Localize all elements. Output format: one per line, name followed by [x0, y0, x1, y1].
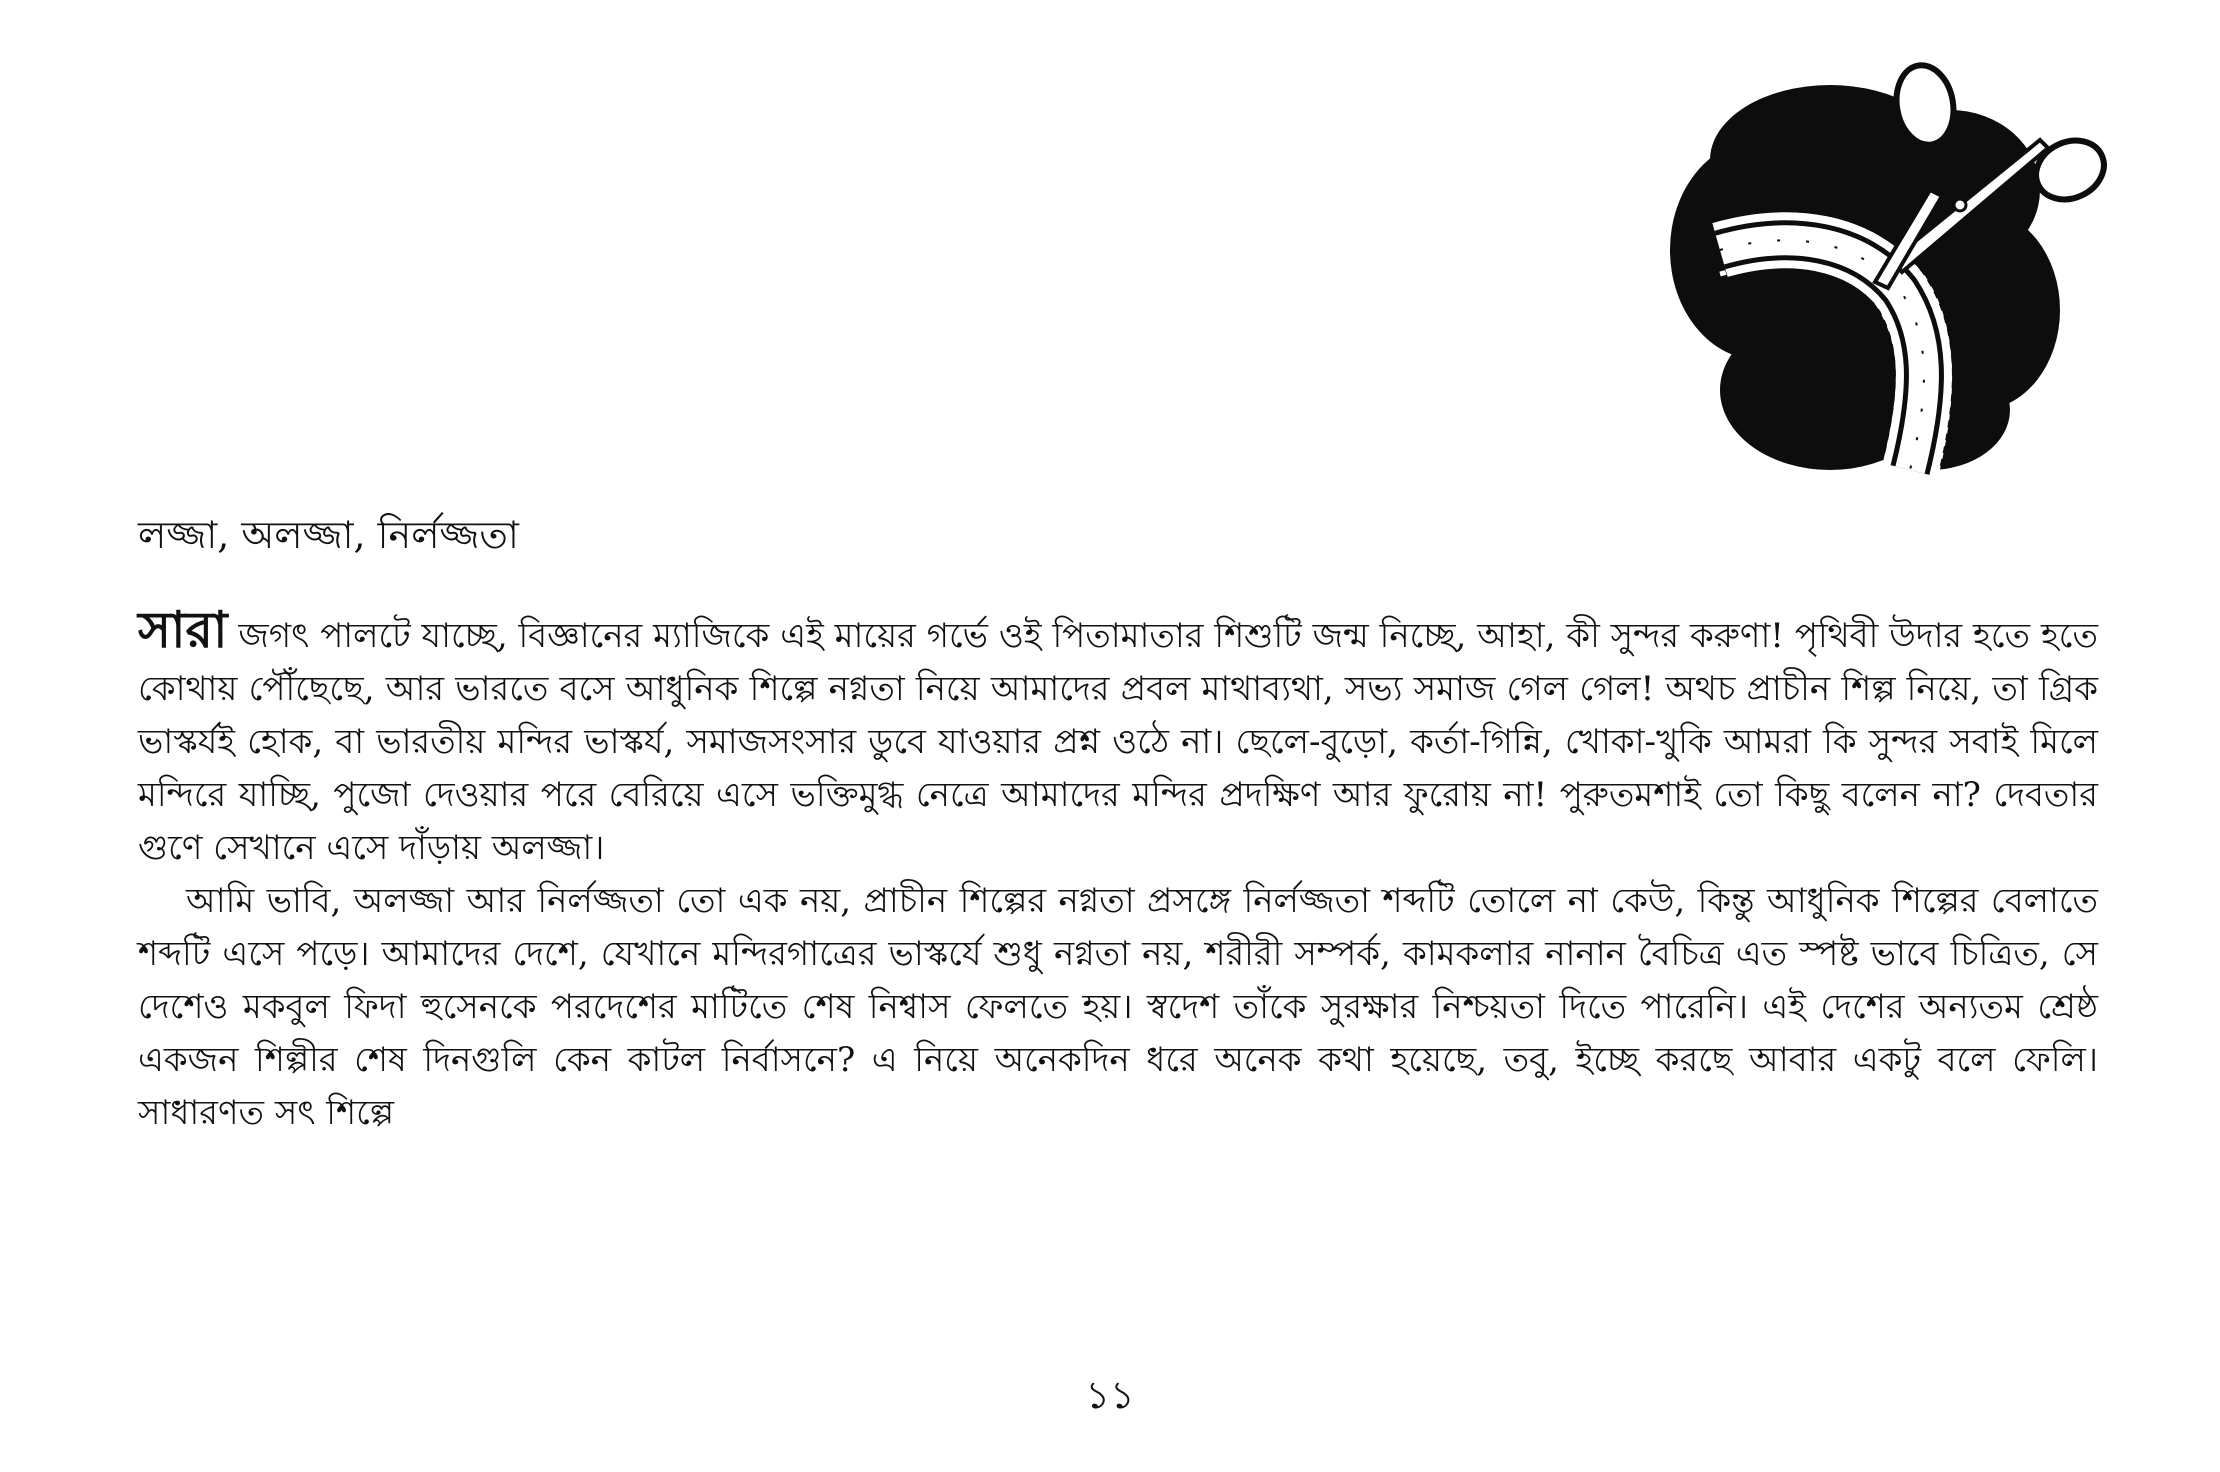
paragraph-1-text: জগৎ পালটে যাচ্ছে, বিজ্ঞানের ম্যাজিকে এই মায়ের গর্ভে ওই পিতামাতার শিশুটি জন্ম নিচ্ছে, আহা, কী সুন্দর করুণা! পৃথিবী উদার হতে হতে কোথায় পৌঁছেছে, আর ভারতে বসে আধুনিক শিল্পে নগ্নতা নিয়ে আমাদের প্রবল মাথাব্যথা, সভ্য সমাজ গেল গেল! অথচ প্রাচীন শিল্প নিয়ে, তা গ্রিক ভাস্কর্যই হোক, বা ভারতীয় মন্দির ভাস্কর্য, সমাজসংসার ডুবে যাওয়ার প্রশ্ন ওঠে না। ছেলে-বুড়ো, কর্তা-গিন্নি, খোকা-খুকি আমরা কি সুন্দর সবাই মিলে মন্দিরে যাচ্ছি, পুজো দেওয়ার পরে বেরিয়ে এসে ভক্তিমুগ্ধ নেত্রে আমাদের মন্দির প্রদক্ষিণ আর ফুরোয় না! পুরুতমশাই তো কিছু বলেন না? দেবতার গুণে সেখানে এসে দাঁড়ায় অলজ্জা। [138, 616, 2098, 868]
chapter-heading: লজ্জা, অলজ্জা, নির্লজ্জতা [138, 513, 519, 557]
body-text [138, 600, 2098, 1140]
film-reel-scissors-icon [1630, 50, 2130, 510]
paragraph-2: আমি ভাবি, অলজ্জা আর নির্লজ্জতা তো এক নয়, প্রাচীন শিল্পের নগ্নতা প্রসঙ্গে নির্লজ্জতা শব্দটি তোলে না কেউ, কিন্তু আধুনিক শিল্পের বেলাতে শব্দটি এসে পড়ে। আমাদের দেশে, যেখানে মন্দিরগাত্রের ভাস্কর্যে শুধু নগ্নতা নয়, শরীরী সম্পর্ক, কামকলার নানান বৈচিত্র এত স্পষ্ট ভাবে চিত্রিত, সে দেশেও মকবুল ফিদা হুসেনকে পরদেশের মাটিতে শেষ নিশ্বাস ফেলতে হয়। স্বদেশ তাঁকে সুরক্ষার নিশ্চয়তা দিতে পারেনি। এই দেশের অন্যতম শ্রেষ্ঠ একজন শিল্পীর শেষ দিনগুলি কেন কাটল নির্বাসনে? এ নিয়ে অনেকদিন ধরে অনেক কথা হয়েছে, তবু, ইচ্ছে করছে আবার একটু বলে ফেলি। সাধারণত সৎ শিল্পে [138, 881, 2098, 1133]
drop-lead-word: সারা [138, 600, 228, 659]
page-number: ১১ [1085, 1373, 1135, 1417]
paragraph-1 [138, 600, 2098, 875]
